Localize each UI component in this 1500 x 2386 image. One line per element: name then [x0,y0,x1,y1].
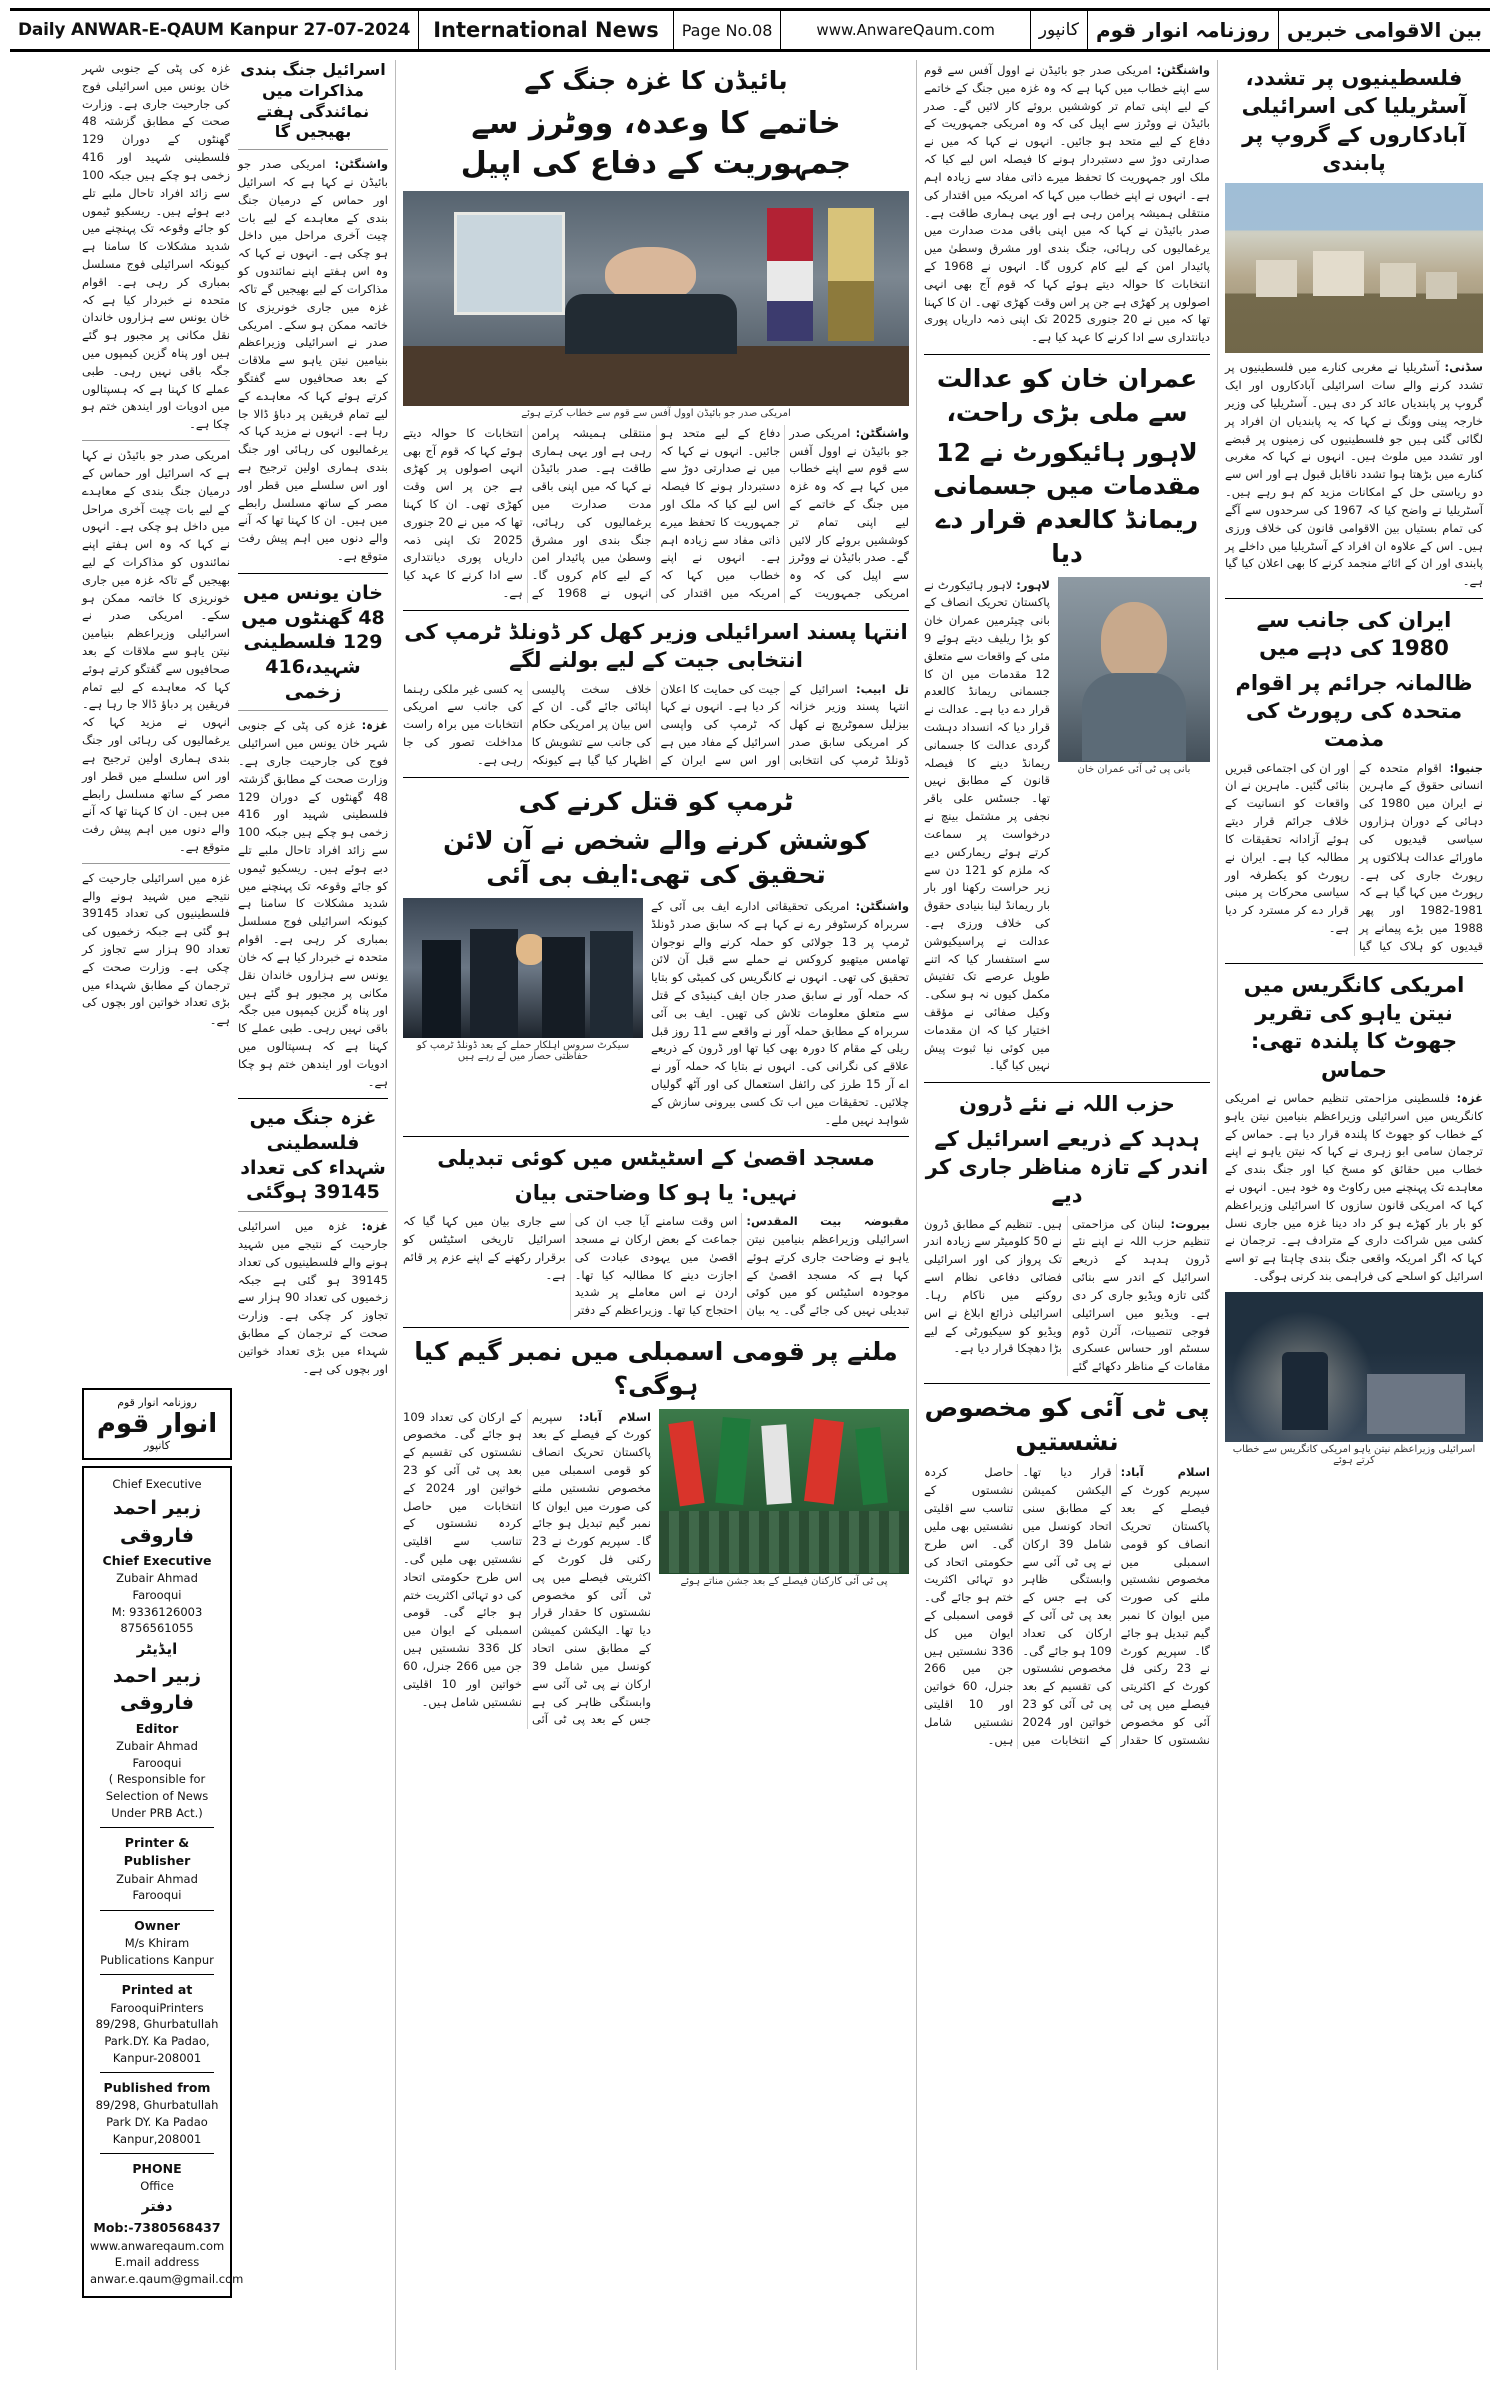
imprint-block [82,1388,244,2297]
editor-label: Editor [135,1720,179,1736]
trump-victory-headline: انتہا پسند اسرائیلی وزیر کھل کر ڈونلڈ ٹرمپ کی انتخابی جیت کے لیے بولنے لگے [404,619,908,673]
biden-photo-caption: امریکی صدر جو بائیڈن اوول آفس سے قوم سے خطاب کرتے ہوئے [521,407,791,419]
drone-dateline: بیروت: [1170,1216,1211,1231]
masthead-urdu-title: روزنامہ انوار قوم [1088,11,1279,49]
trump-attack-body [651,898,909,1130]
un-report-headline-main: ظالمانہ جرائم پر اقوام متحدہ کی رپورٹ کی مذمت [1235,670,1473,752]
lead-text-main: امریکی صدر جو بائیڈن نے اوول آفس سے قوم سے اپنے خطاب میں کہا ہے کہ وہ غزہ میں جنگ کے خاتمے کے لیے اپنی تمام تر کوششیں بروئے کار لائیں گے۔ صدر بائیڈن نے ووٹرز سے اپیل کی کہ وہ امریکی جمہوریت کے دفاع کے لیے متحد ہو جائیں۔ انہوں نے کہا کہ میں نے صدارتی دوڑ سے دستبردار ہونے کا فیصلہ اس لیے کیا کہ ملک اور جمہوریت کا تحفظ میرے ذاتی مفاد سے زیادہ اہم ہے۔ انہوں نے اپنے خطاب میں کہا کہ امریکہ میں اقتدار کی منتقلی ہمیشہ پرامن رہی ہے اور یہی ہماری طاقت ہے۔ صدر بائیڈن نے کہا کہ میں اپنی باقی مدت صدارت میں یرغمالیوں کی رہائی، جنگ بندی اور مشرق وسطیٰ میں پائیدار امن کے لیے کام کروں گا۔ انہوں نے 1968 کے انتخابات کا حوالہ دیتے ہوئے کہا کہ قوم آج بھی انہی اصولوں پر کھڑی ہے جن پر اس وقت کھڑی تھی۔ ان کا کہنا تھا کہ میں نے 20 جنوری 2025 تک اپنی ذمہ داریاں پوری دیانتداری سے ادا کرنے کا عہد کیا ہے۔ [403,425,909,601]
imran-photo-caption: بانی پی ٹی آئی عمران خان [1077,763,1191,775]
trump-attack-dateline: واشنگٹن: [855,898,909,913]
logo-urdu-text: انوار قوم [96,1409,218,1440]
section-title: International News [419,11,674,49]
australia-text: آسٹریلیا نے مغربی کنارے میں فلسطینیوں پر تشدد کرنے والے سات اسرائیلی آبادکاروں اور ایک گروپ پر پابندیاں عائد کر دی ہیں۔ آسٹریلیا کی وزیر خارجہ پینی وونگ نے کہا کہ یہ پابندیاں ان افراد پر لگائی گئی ہیں جو فلسطینیوں کی زمینوں پر قبضے اور تشدد میں ملوث ہیں۔ انہوں نے کہا کہ مغربی کنارے میں بڑھتا ہوا تشدد ناقابل قبول ہے اور اس سے دو ریاستی حل کے امکانات مزید کم ہو رہے ہیں۔ آسٹریلیا نے واضح کیا کہ 1967 کی سرحدوں سے آگے کی تمام بستیاں بین الاقوامی قانون کی خلاف ورزی ہیں۔ اس کے علاوہ ان افراد کے آسٹریلیا میں داخلے پر پابندی اور ان کے اثاثے منجمد کرنے کا بھی اعلان کیا گیا ہے۔ [1225,360,1483,589]
trump-attack-text: امریکی تحقیقاتی ادارے ایف بی آئی کے سربراہ کرسٹوفر رے نے کہا ہے کہ سابق صدر ڈونلڈ ٹرمپ پر 13 جولائی کو حملہ کرنے والے نوجوان تھامس میتھیو کروکس نے حملے سے قبل آن لائن تحقیق کی تھی۔ انہوں نے کانگریس کی کمیٹی کو بتایا کہ حملہ آور نے سابق صدر جان ایف کینیڈی کے قتل سے متعلق معلومات تلاش کی تھیں۔ ایف بی آئی سربراہ کے مطابق حملہ آور نے واقعے سے 11 روز قبل ریلی کے مقام کا دورہ بھی کیا تھا اور ڈرون کے ذریعے علاقے کی نگرانی کی۔ انہوں نے بتایا کہ حملہ آور نے اے آر 15 طرز کی رائفل استعمال کی اور آٹھ گولیاں چلائیں۔ تحقیقات میں اب تک کسی بیرونی سازش کے شواہد نہیں ملے۔ [651,898,909,1127]
congress-photo-caption: اسرائیلی وزیراعظم نیتن یاہو امریکی کانگریس سے خطاب کرتے ہوئے [1232,1443,1476,1466]
lead-text-a: امریکی صدر جو بائیڈن نے اوول آفس سے قوم سے اپنے خطاب میں کہا ہے کہ وہ غزہ میں جنگ کے خاتمے کے لیے اپنی تمام تر کوششیں بروئے کار لائیں گے۔ صدر بائیڈن نے ووٹرز سے اپیل کی کہ وہ امریکی جمہوریت کے دفاع کے لیے متحد ہو جائیں۔ انہوں نے کہا کہ میں نے صدارتی دوڑ سے دستبردار ہونے کا فیصلہ اس لیے کیا کہ ملک اور جمہوریت کا تحفظ میرے ذاتی مفاد سے زیادہ اہم ہے۔ انہوں نے اپنے خطاب میں کہا کہ امریکہ میں اقتدار کی منتقلی ہمیشہ پرامن رہی ہے اور یہی ہماری طاقت ہے۔ صدر بائیڈن نے کہا کہ میں اپنی باقی مدت صدارت میں یرغمالیوں کی رہائی، جنگ بندی اور مشرق وسطیٰ میں پائیدار امن کے لیے کام کروں گا۔ انہوں نے 1968 کے انتخابات کا حوالہ دیتے ہوئے کہا کہ قوم آج بھی انہی اصولوں پر کھڑی ہے جن پر اس وقت کھڑی تھی۔ ان کا کہنا تھا کہ میں نے 20 جنوری 2025 تک اپنی ذمہ داریاں پوری دیانتداری سے ادا کرنے کا عہد کیا ہے۔ [924,63,1210,345]
left-third-headline: غزہ جنگ میں فلسطینی شہداء کی تعداد 39145 ہوگئی [240,1107,386,1204]
pti-headline-main: ملنے پر قومی اسمبلی میں نمبر گیم کیا ہوگی؟ [414,1337,898,1400]
left-rail-top [238,60,388,1378]
left-secondary-text2 [82,447,230,857]
un-report-dateline: جنیوا: [1449,760,1483,775]
website-url[interactable]: www.AnwareQaum.com [781,11,1030,49]
imran-headline-main: لاہور ہائیکورٹ نے 12 مقدمات میں جسمانی ریمانڈ کالعدم قرار دے دیا [933,437,1201,568]
left-top-text: امریکی صدر جو بائیڈن نے کہا ہے کہ اسرائیل اور حماس کے درمیان جنگ بندی کے معاہدے کے لیے بات چیت آخری مراحل میں داخل ہو چکی ہے۔ انہوں نے کہا کہ وہ اس ہفتے اپنے نمائندوں کو مذاکرات کے لیے بھیجیں گے تاکہ غزہ میں جاری خونریزی کا خاتمہ ممکن ہو سکے۔ امریکی صدر نے اسرائیلی وزیراعظم بنیامین نیتن یاہو سے ملاقات کے بعد صحافیوں سے گفتگو کرتے ہوئے کہا کہ معاہدے کے لیے تمام فریقین پر دباؤ ڈالا جا رہا ہے۔ انہوں نے مزید کہا کہ یرغمالیوں کی رہائی اور جنگ بندی ہماری اولین ترجیح ہے اور اس سلسلے میں قطر اور مصر کے ساتھ مسلسل رابطے میں ہیں۔ ان کا کہنا تھا کہ آنے والے دنوں میں اہم پیش رفت متوقع ہے۔ [238,157,388,564]
lead-headline: خاتمے کا وعدہ، ووٹرز سے جمہوریت کے دفاع کی اپیل [460,105,852,182]
masthead-urdu-section: بین الاقوامی خبریں [1287,18,1482,42]
logo-city: کانپور [144,1439,170,1453]
settlement-photo [1225,183,1483,353]
imran-body [924,577,1050,1076]
left-second-dateline: غزہ: [361,718,388,733]
left-second-text: غزہ کی پٹی کے جنوبی شہر خان یونس میں اسرائیلی فوج کی جارحیت جاری ہے۔ وزارت صحت کے مطابق گزشتہ 48 گھنٹوں کے دوران 129 فلسطینی شہید اور 416 زخمی ہو چکے ہیں جبکہ 100 سے زائد افراد تاحال ملبے تلے دبے ہوئے ہیں۔ ریسکیو ٹیموں کو جائے وقوعہ تک پہنچنے میں شدید مشکلات کا سامنا ہے کیونکہ اسرائیلی فوج مسلسل بمباری کر رہی ہے۔ اقوام متحدہ نے خبردار کیا ہے کہ خان یونس سے ہزاروں خاندان نقل مکانی پر مجبور ہو گئے ہیں اور پناہ گزین کیمپوں میں جگہ باقی نہیں رہی۔ طبی عملے کا کہنا ہے کہ ہسپتالوں میں ادویات اور ایندھن ختم ہو چکا ہے۔ [238,718,388,1089]
trump-victory-text: اسرائیل کے انتہا پسند وزیر خزانہ بیزلیل سموٹریچ نے کھل کر امریکی سابق صدر ڈونلڈ ٹرمپ کی انتخابی جیت کی حمایت کا اعلان کر دیا ہے۔ انہوں نے کہا کہ ٹرمپ کی واپسی اسرائیل کے مفاد میں ہے اور اس سے ایران کے خلاف سخت پالیسی اپنائی جائے گی۔ ان کے اس بیان پر امریکی حکام کی جانب سے تشویش کا اظہار کیا گیا ہے کیونکہ یہ کسی غیر ملکی رہنما کی جانب سے امریکی انتخابات میں براہ راست مداخلت تصور کی جا رہی ہے۔ [403,681,909,767]
editor-note: ( Responsible for Selection of News Under PRB Act.) [105,1772,209,1820]
un-report-body [1225,760,1483,956]
left-second-headline: خان یونس میں 48 گھنٹوں میں 129 فلسطینی شہید،416 زخمی [241,581,385,703]
left-secondary-overflow: غزہ کی پٹی کے جنوبی شہر خان یونس میں اسرائیلی فوج کی جارحیت جاری ہے۔ وزارت صحت کے مطابق گزشتہ 48 گھنٹوں کے دوران 129 فلسطینی شہید اور 416 زخمی ہو چکے ہیں جبکہ 100 سے زائد افراد تاحال ملبے تلے دبے ہوئے ہیں۔ ریسکیو ٹیموں کو جائے وقوعہ تک پہنچنے میں شدید مشکلات کا سامنا ہے کیونکہ اسرائیلی فوج مسلسل بمباری کر رہی ہے۔ اقوام متحدہ نے خبردار کیا ہے کہ خان یونس سے ہزاروں خاندان نقل مکانی پر مجبور ہو گئے ہیں اور پناہ گزین کیمپوں میں جگہ باقی نہیں رہی۔ طبی عملے کا کہنا ہے کہ ہسپتالوں میں ادویات اور ایندھن ختم ہو چکا ہے۔ [82,61,230,432]
pti-headline-top: پی ٹی آئی کو مخصوص نشستیں [924,1392,1210,1456]
congress-body-a [1225,1090,1483,1286]
left-top-dateline: واشنگٹن: [334,157,388,172]
congress-headline: امریکی کانگریس میں نیتن یاہو کی تقریر جھوٹ کا پلندہ تھی: حماس [1243,972,1465,1082]
australia-body [1225,359,1483,591]
australia-headline: فلسطینیوں پر تشدد، آسٹریلیا کی اسرائیلی آبادکاروں کے گروپ پر پابندی [1241,66,1467,176]
drone-text: لبنان کی مزاحمتی تنظیم حزب اللہ نے اپنے نئے ڈرون ہدہد کے ذریعے اسرائیل کے اندر سے بنائی گئی تازہ ویڈیو جاری کر دی ہے۔ ویڈیو میں اسرائیلی فوجی تنصیبات، آئرن ڈوم سسٹم اور حساس عسکری مقامات کے مناظر دکھائے گئے ہیں۔ تنظیم کے مطابق ڈرون نے 50 کلومیٹر سے زیادہ اندر تک پرواز کی اور اسرائیلی فضائی دفاعی نظام اسے روکنے میں ناکام رہا۔ اسرائیلی ذرائع ابلاغ نے اس ویڈیو کو سیکیورٹی کے لیے بڑا دھچکا قرار دیا ہے۔ [924,1216,1210,1374]
office-label: Office [140,2179,174,2194]
left-secondary-overflow2: امریکی صدر جو بائیڈن نے کہا ہے کہ اسرائیل اور حماس کے درمیان جنگ بندی کے معاہدے کے لیے بات چیت آخری مراحل میں داخل ہو چکی ہے۔ انہوں نے کہا کہ وہ اس ہفتے اپنے نمائندوں کو مذاکرات کے لیے بھیجیں گے تاکہ غزہ میں جاری خونریزی کا خاتمہ ممکن ہو سکے۔ امریکی صدر نے اسرائیلی وزیراعظم بنیامین نیتن یاہو سے ملاقات کے بعد صحافیوں سے گفتگو کرتے ہوئے کہا کہ معاہدے کے لیے تمام فریقین پر دباؤ ڈالا جا رہا ہے۔ انہوں نے مزید کہا کہ یرغمالیوں کی رہائی اور جنگ بندی ہماری اولین ترجیح ہے اور اس سلسلے میں قطر اور مصر کے ساتھ مسلسل رابطے میں ہیں۔ ان کا کہنا تھا کہ آنے والے دنوں میں اہم پیش رفت متوقع ہے۔ [82,448,230,854]
phone-label: PHONE [132,2161,182,2177]
center-right-column [917,60,1217,2370]
trump-attack-photo [403,898,643,1038]
netanyahu-dateline: مقبوضہ بیت المقدس: [746,1214,909,1229]
congress-dateline: غزہ: [1456,1090,1483,1105]
pti-body-right [924,1464,1210,1749]
netanyahu-headline-top: مسجد اقصیٰ کے اسٹیٹس میں کوئی تبدیلی [437,1146,875,1171]
left-third-text: غزہ میں اسرائیلی جارحیت کے نتیجے میں شہید ہونے والے فلسطینیوں کی تعداد 39145 ہو گئی ہے جبکہ زخمیوں کی تعداد 90 ہزار سے تجاوز کر چکی ہے۔ وزارت صحت کے ترجمان کے مطابق شہداء میں بڑی تعداد خواتین اور بچوں کی ہے۔ [238,1219,388,1376]
left-top-body [238,156,388,566]
editor-label-urdu: ایڈیٹر [136,1640,178,1659]
pti-body-main [403,1409,651,1730]
printer-label: Printer & Publisher [123,1835,191,1869]
left-secondary-text [82,60,230,434]
owner-name: M/s Khiram Publications Kanpur [100,1936,214,1967]
publication-date: 27-07-2024 [303,20,411,40]
page-body [10,60,1490,2370]
pti-text-a: سپریم کورٹ کے فیصلے کے بعد پاکستان تحریک انصاف کو قومی اسمبلی میں مخصوص نشستیں ملنے کی صورت میں ایوان کا نمبر گیم تبدیل ہو جائے گا۔ سپریم کورٹ نے 23 رکنی فل کورٹ کے اکثریتی فیصلے میں پی ٹی آئی کو مخصوص نشستوں کا حقدار قرار دیا تھا۔ الیکشن کمیشن کے مطابق سنی اتحاد کونسل میں شامل 39 ارکان نے پی ٹی آئی سے وابستگی ظاہر کی ہے جس کے بعد پی ٹی آئی کے ارکان کی تعداد 109 ہو جائے گی۔ مخصوص نشستوں کی تقسیم کے بعد پی ٹی آئی کو 23 خواتین اور 2024 کے انتخابات میں حاصل کردہ نشستوں کے تناسب سے اقلیتی نشستیں بھی ملیں گی۔ اس طرح حکومتی اتحاد کی دو تہائی اکثریت ختم ہو جائے گی۔ قومی اسمبلی کے ایوان میں کل 336 نشستیں ہیں جن میں 266 جنرل، 60 خواتین اور 10 اقلیتی نشستیں شامل ہیں۔ [924,1465,1210,1747]
pti-text-main: سپریم کورٹ کے فیصلے کے بعد پاکستان تحریک انصاف کو قومی اسمبلی میں مخصوص نشستیں ملنے کی صورت میں ایوان کا نمبر گیم تبدیل ہو جائے گا۔ سپریم کورٹ نے 23 رکنی فل کورٹ کے اکثریتی فیصلے میں پی ٹی آئی کو مخصوص نشستوں کا حقدار قرار دیا تھا۔ الیکشن کمیشن کے مطابق سنی اتحاد کونسل میں شامل 39 ارکان نے پی ٹی آئی سے وابستگی ظاہر کی ہے جس کے بعد پی ٹی آئی کے ارکان کی تعداد 109 ہو جائے گی۔ مخصوص نشستوں کی تقسیم کے بعد پی ٹی آئی کو 23 خواتین اور 2024 کے انتخابات میں حاصل کردہ نشستوں کے تناسب سے اقلیتی نشستیں بھی ملیں گی۔ اس طرح حکومتی اتحاد کی دو تہائی اکثریت ختم ہو جائے گی۔ قومی اسمبلی کے ایوان میں کل 336 نشستیں ہیں جن میں 266 جنرل، 60 خواتین اور 10 اقلیتی نشستیں شامل ہیں۔ [403,1409,651,1727]
pti-photo-caption: پی ٹی آئی کارکنان فیصلے کے بعد جشن مناتے ہوئے [680,1575,888,1587]
lead-body-overflow-1 [924,62,1210,347]
imran-text: لاہور ہائیکورٹ نے پاکستان تحریک انصاف کے بانی چیئرمین عمران خان کو بڑا ریلیف دیتے ہوئے 9 مئی کے واقعات سے متعلق 12 مقدمات میں ان کا جسمانی ریمانڈ کالعدم قرار دے دیا ہے۔ عدالت نے قرار دیا کہ انسداد دہشت گردی عدالت کا جسمانی ریمانڈ دینے کا فیصلہ قانون کے مطابق نہیں تھا۔ جسٹس علی باقر نجفی پر مشتمل بینچ نے درخواست پر سماعت کرتے ہوئے ریمارکس دیے کہ ملزم کو 121 دن سے زیر حراست رکھنا اور بار بار ریمانڈ لینا بنیادی حقوق کی خلاف ورزی ہے۔ عدالت نے پراسیکیوشن سے استفسار کیا کہ اتنے طویل عرصے تک تفتیش مکمل کیوں نہ ہو سکی۔ وکیل صفائی نے مؤقف اختیار کیا کہ ان مقدمات میں کوئی نیا ثبوت پیش نہیں کیا گیا۔ [924,577,1050,1073]
drone-body [924,1216,1210,1376]
left-top-headline: اسرائیل جنگ بندی مذاکرات میں نمائندگی ہفتے بھیجیں گا [240,60,386,142]
chief-exec-label: Chief Executive [112,1477,202,1492]
australia-dateline: سڈنی: [1444,360,1483,375]
published-from: 89/298, Ghurbatullah Park DY. Ka Padao Kanpur,208001 [95,2098,219,2146]
published-label: Published from [103,2080,211,2096]
pti-photo-wrap [659,1409,909,1730]
biden-photo [403,191,909,406]
trump-attack-headline-main: کوشش کرنے والے شخص نے آن لائن تحقیق کی تھی:ایف بی آئی [443,826,869,890]
left-rail-secondary [82,60,230,1378]
netanyahu-body [403,1213,909,1320]
imprint-box [82,1466,244,2297]
chief-exec-mobile2[interactable]: 8756561055 [120,1621,194,1636]
email-label: E.mail address [114,2255,200,2270]
netanyahu-text: اسرائیلی وزیراعظم بنیامین نیتن یاہو نے وضاحت جاری کرتے ہوئے کہا ہے کہ مسجد اقصیٰ کے موجودہ اسٹیٹس کو میں کوئی تبدیلی نہیں کی جائے گی۔ یہ بیان اس وقت سامنے آیا جب ان کی جماعت کے بعض ارکان نے مسجد اقصیٰ میں یہودی عبادت کی اجازت دینے کا مطالبہ کیا تھا۔ اردن نے اس معاملے پر شدید احتجاج کیا تھا۔ وزیراعظم کے دفتر سے جاری بیان میں کہا گیا کہ اسرائیل تاریخی اسٹیٹس کو برقرار رکھنے کے اپنے عزم پر قائم ہے۔ [403,1214,909,1318]
pti-rally-photo [659,1409,909,1574]
chief-exec-urdu: زبیر احمد فاروقی [112,1497,202,1547]
lead-kicker: بائیڈن کا غزہ جنگ کے [524,66,788,95]
left-third-dateline: غزہ: [361,1219,388,1234]
un-report-text: اقوام متحدہ کے انسانی حقوق کے ماہرین نے ایران میں 1980 کی دہائی کے دوران ہزاروں سیاسی قیدیوں کی ماورائے عدالت ہلاکتوں پر رپورٹ جاری کی ہے۔ رپورٹ میں کہا گیا ہے کہ 1981-1982 اور پھر 1988 میں بڑے پیمانے پر قیدیوں کو ہلاک کیا گیا اور ان کی اجتماعی قبریں بنائی گئیں۔ ماہرین نے ان واقعات کو انسانیت کے خلاف جرائم قرار دیتے ہوئے آزادانہ تحقیقات کا مطالبہ کیا ہے۔ ایران نے رپورٹ کو یکطرفہ اور سیاسی محرکات پر مبنی قرار دے کر مسترد کر دیا ہے۔ [1225,760,1484,953]
chief-exec-label-en: Chief Executive [102,1553,212,1569]
office-label-urdu: دفتر [141,2199,173,2216]
email-address[interactable]: anwar.e.qaum@gmail.com [90,2271,244,2286]
netanyahu-headline-main: نہیں: یا ہو کا وضاحتی بیان [514,1180,798,1205]
imprint-website[interactable]: www.anwareqaum.com [90,2238,225,2253]
lead-body-main [403,425,909,603]
paper-name: Daily ANWAR-E-QAUM [18,20,224,40]
office-mobile[interactable]: Mob:-7380568437 [93,2220,221,2236]
owner-label: Owner [134,1917,180,1933]
drone-headline-main: ہدہد کے ذریعے اسرائیل کے اندر کے تازہ مناظر جاری کر دیے [925,1126,1209,1208]
paper-city: Kanpur [229,20,298,40]
left-second-body [238,717,388,1091]
pti-dateline: اسلام آباد: [1120,1465,1210,1480]
center-column [396,60,916,2370]
editor-name: Zubair Ahmad Farooqui [116,1738,198,1770]
imran-dateline: لاہور: [1016,577,1050,592]
un-report-headline-top: ایران کی جانب سے 1980 کی دہے میں [1256,607,1452,661]
left-secondary-overflow3: غزہ میں اسرائیلی جارحیت کے نتیجے میں شہید ہونے والے فلسطینیوں کی تعداد 39145 ہو گئی ہے جبکہ زخمیوں کی تعداد 90 ہزار سے تجاوز کر چکی ہے۔ وزارت صحت کے ترجمان کے مطابق شہداء میں بڑی تعداد خواتین اور بچوں کی ہے۔ [82,870,230,1028]
printer-name: Zubair Ahmad Farooqui [116,1871,198,1903]
lead-dateline: واشنگٹن: [1156,63,1210,77]
trump-photo-wrap [403,898,643,1130]
chief-exec-mobile1[interactable]: M: 9336126003 [111,1604,203,1619]
trump-attack-headline-top: ٹرمپ کو قتل کرنے کی [518,786,794,816]
editor-urdu: زبیر احمد فاروقی [112,1664,202,1715]
drone-headline-top: حزب اللہ نے نئے ڈرون [959,1092,1175,1117]
lead-dateline-main: واشنگٹن: [855,425,909,440]
congress-text: فلسطینی مزاحمتی تنظیم حماس نے امریکی کانگریس میں اسرائیلی وزیراعظم بنیامین نیتن یاہو کے خطاب کو جھوٹ کا پلندہ قرار دیا ہے۔ حماس کے ترجمان سامی ابو زہری نے کہا کہ نیتن یاہو نے اپنے خطاب میں حقائق کو مسخ کیا اور جنگ بندی کے معاہدے تک پہنچنے میں رکاوٹ وہ خود ہیں۔ انہوں نے کہا کہ امریکی قانون سازوں کا اسرائیلی وزیراعظم کو بار بار کھڑے ہو کر داد دینا غزہ میں جاری نسل کشی میں شراکت داری کے مترادف ہے۔ ترجمان نے کہا کہ اگر امریکہ واقعی جنگ بندی چاہتا ہے تو اسے اسرائیل کو اسلحے کی فراہمی بند کرنی ہوگی۔ [1225,1090,1483,1284]
masthead [10,8,1490,52]
printed-at: FarooquiPrinters 89/298, Ghurbatullah Park.DY. Ka Padao, Kanpur-208001 [95,2000,219,2065]
chief-exec-name: Zubair Ahmad Farooqui [116,1571,198,1602]
left-third-body [238,1218,388,1378]
trump-victory-dateline: تل ابیب: [855,681,909,696]
masthead-date-block [10,11,419,49]
paper-logo [82,1388,232,1460]
imran-photo-wrap [1058,577,1210,1076]
trump-victory-body [403,681,909,770]
page-number: Page No.08 [674,11,782,49]
imran-headline-top: عمران خان کو عدالت سے ملی بڑی راحت، [936,364,1198,427]
left-secondary-text3 [82,870,230,1030]
pti-dateline-main: اسلام آباد: [578,1409,651,1424]
congress-photo [1225,1292,1483,1442]
left-column [75,60,395,2370]
logo-sub-top: روزنامہ انوار قوم [117,1396,197,1410]
imran-photo [1058,577,1210,762]
trump-attack-photo-caption: سیکرٹ سروس اہلکار حملے کے بعد ڈونلڈ ٹرمپ کو حفاظتی حصار میں لے رہے ہیں [416,1039,630,1062]
right-column [1218,60,1490,2370]
masthead-urdu-city: کانپور [1031,11,1088,49]
printed-label: Printed at [121,1982,193,1998]
